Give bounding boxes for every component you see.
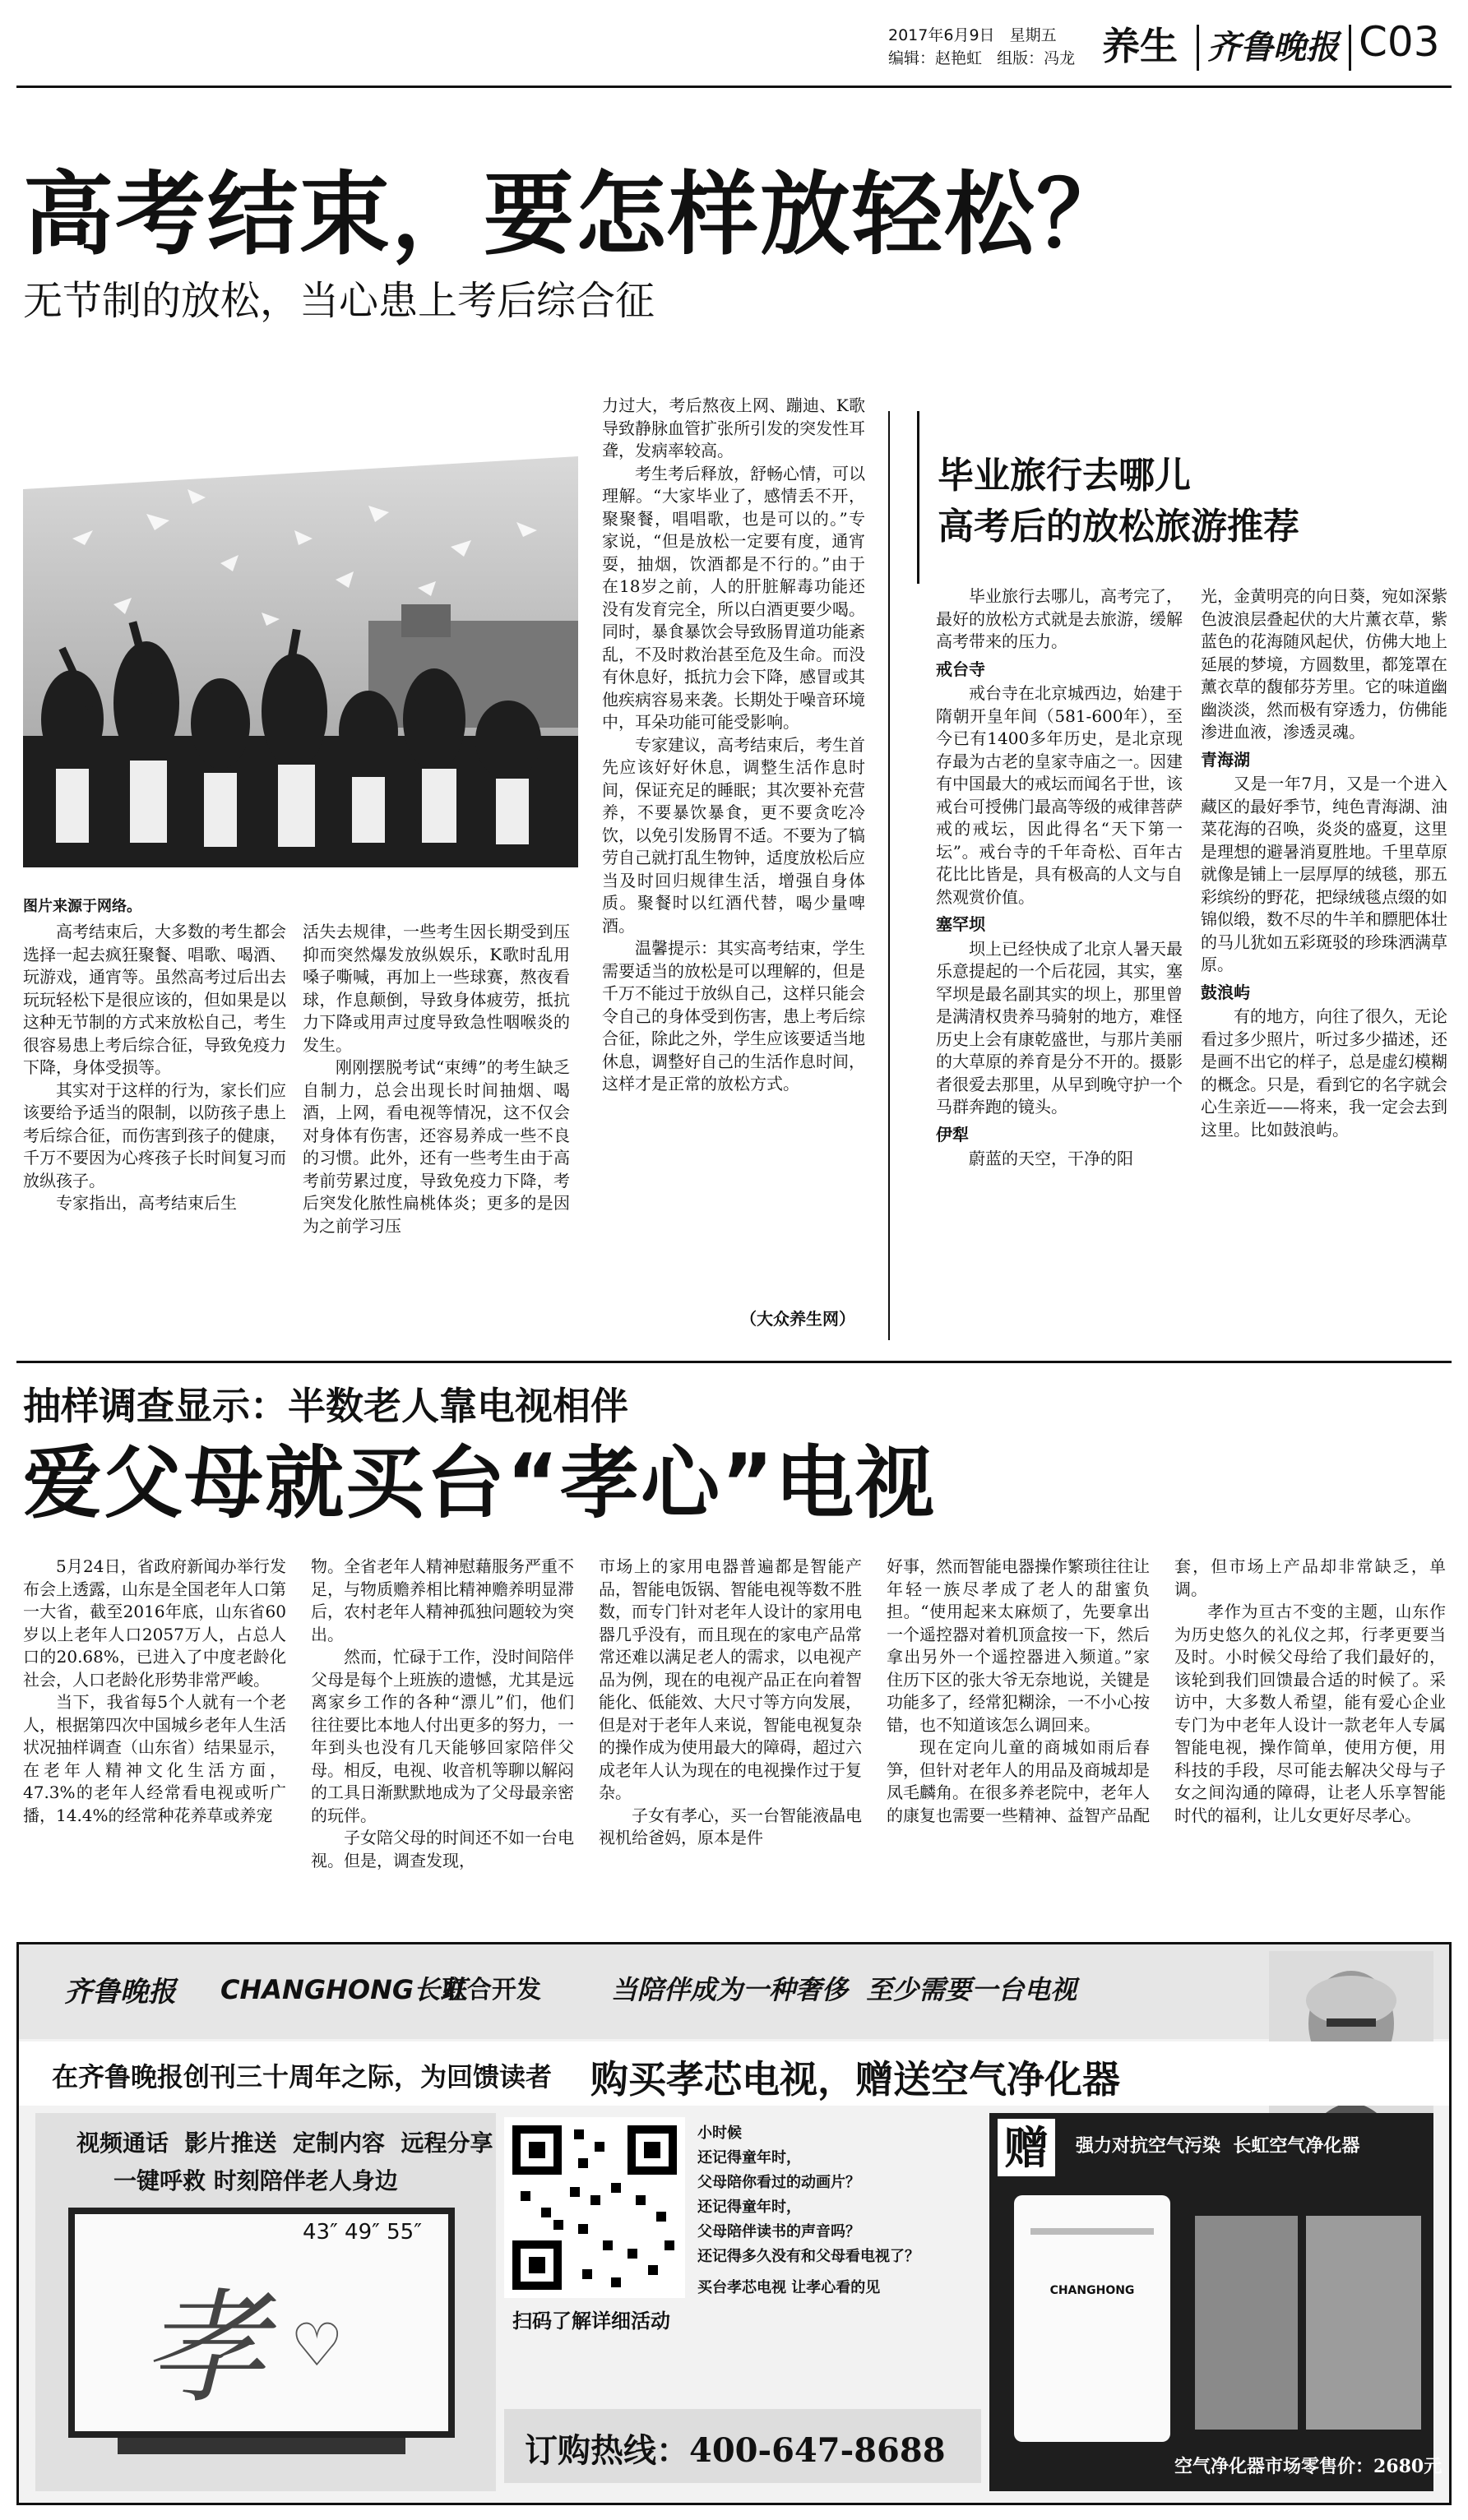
article3-paragraph: 然而，忙碌于工作，没时间陪伴父母是每个上班族的遗憾，尤其是远离家乡工作的各种“漂儿”们，他们往往要比本地人付出更多的努力，一年到头也没有几天能够回家陪伴父母。相反，电视、收音机等聊以解闷的工具日渐默默地成为了父母最亲密的玩伴。 <box>311 1647 574 1825</box>
article1-column-2 <box>303 921 570 1340</box>
ad-joint: 联合开发 <box>442 1976 541 2004</box>
tv-xiao-character: 孝 <box>142 2277 266 2421</box>
purifier-brand: CHANGHONG <box>1049 2284 1135 2297</box>
ad-poem-line: 还记得童年时， <box>697 2149 801 2166</box>
article1-paragraph: 力过大，考后熬夜上网、蹦迪、K歌导致静脉血管扩张所引发的突发性耳聋，发病率较高。 <box>602 395 865 460</box>
article1-title: 高考结束，要怎样放轻松？ <box>23 162 1128 267</box>
article3-paragraph: 子女陪父母的时间还不如一台电视。但是，调查发现， <box>311 1828 574 1870</box>
tv-stand <box>118 2438 405 2454</box>
gift-badge: 赠 <box>998 2119 1055 2176</box>
article3-paragraph: 5月24日，省政府新闻办举行发布会上透露，山东是全国老年人口第一大省，截至2016年底，山东省60岁以上老年人口2057万人，占总人口的20.68%，已进入了中度老龄化社会，人口老龄化形势非常严峻。 <box>23 1556 286 1690</box>
article1-paragraph: 活失去规律，一些考生因长期受到压抑而突然爆发放纵娱乐，K歌时乱用嗓子嘶喊，再加上一些球赛，熬夜看球，作息颠倒，导致身体疲劳，抵抗力下降或用声过度导致急性咽喉炎的发生。 <box>303 922 570 1055</box>
article3-column-3 <box>599 1556 862 1934</box>
article1-paragraph: 专家指出，高考结束后生 <box>56 1193 237 1213</box>
air-purifier <box>1014 2195 1170 2442</box>
article1-column-3 <box>602 395 865 1299</box>
purifier-price: 空气净化器市场零售价：2680元 <box>1174 2456 1443 2477</box>
article1-source: （大众养生网） <box>740 1309 855 1329</box>
ad-poem-line: 小时候 <box>697 2125 742 2142</box>
ad-banner-left: 在齐鲁晚报创刊三十周年之际，为回馈读者 <box>52 2061 553 2092</box>
ad-hotline[interactable]: 订购热线：400-647-8688 <box>525 2431 946 2470</box>
article2-place-heading: 鼓浪屿 <box>1201 982 1250 1002</box>
header-divider <box>1197 25 1199 71</box>
ad-features-2: 一键呼救 时刻陪伴老人身边 <box>113 2167 398 2194</box>
photo-caption: 图片来源于网络。 <box>23 898 141 915</box>
ad-banner-right: 购买孝芯电视，赠送空气净化器 <box>590 2057 1120 2102</box>
article1-paragraph: 考生考后释放，舒畅心情，可以理解。“大家毕业了，感情丢不开，聚聚餐，唱唱歌，也是可以的。”专家说，“但是放松一定要有度，通宵耍，抽烟，饮酒都是不行的。”由于在18岁之前，人的肝脏解毒功能还没有发育完全，所以白酒更要少喝。同时，暴食暴饮会导致肠胃道功能紊乱，不及时救治甚至危及生命。而没有休息好，抵抗力会下降，感冒或其他疾病容易来袭。长期处于噪音环境中，耳朵功能可能受影响。 <box>602 463 865 732</box>
ad-poem-line: 买台孝芯电视 让孝心看的见 <box>697 2279 881 2296</box>
article3-kicker: 抽样调查显示：半数老人靠电视相伴 <box>23 1384 628 1428</box>
ad-brand-changhong: CHANGHONG长虹 <box>220 1974 467 2005</box>
section-rule <box>16 1361 1452 1363</box>
article2-column-1 <box>936 585 1183 1325</box>
ad-poem-line: 父母陪伴读书的声音吗？ <box>697 2223 860 2240</box>
article3-paragraph: 孝作为亘古不变的主题，山东作为历史悠久的礼仪之邦，行孝更要当及时。小时候父母给了我们最好的，该轮到我们回馈最合适的时候了。采访中，大多数人希望，能有爱心企业专门为中老年人设计一款老年人专属智能电视，操作简单，使用方便，用科技的手段，尽可能去解决父母与子女之间沟通的障碍，让老人乐享智能时代的福利，让儿女更好尽孝心。 <box>1174 1602 1446 1825</box>
article2-paragraph: 有的地方，向往了很久，无论看过多少照片，听过多少描述，还是画不出它的样子，总是虚幻模糊的概念。只是，看到它的名字就会心生亲近——将来，我一定会去到这里。比如鼓浪屿。 <box>1201 1006 1447 1140</box>
header-editor: 编辑：赵艳虹 <box>888 49 983 67</box>
heart-icon: ♡ <box>290 2310 344 2379</box>
ad-poem-line: 还记得多久没有和父母看电视了？ <box>697 2248 919 2265</box>
article2-place-heading: 伊犁 <box>936 1124 969 1144</box>
article2-paragraph: 毕业旅行去哪儿，高考完了，最好的放松方式就是去旅游，缓解高考带来的压力。 <box>936 586 1183 651</box>
article2-paragraph: 戒台寺在北京城西边，始建于隋朝开皇年间（581-600年），至今已有1400多年历史，是北京现存最为古老的皇家寺庙之一。因建有中国最大的戒坛而闻名于世，该戒台可授佛门最高等级的戒律菩萨戒的戒坛，因此得名“天下第一坛”。戒台寺的千年奇松、百年古花比比皆是，具有极高的人文与自然观赏价值。 <box>936 683 1183 907</box>
qr-code-icon <box>504 2117 685 2298</box>
article3-paragraph: 好事，然而智能电器操作繁琐往往让年轻一族尽孝成了老人的甜蜜负担。“使用起来太麻烦了，先要拿出一个遥控器对着机顶盒按一下，然后拿出另外一个遥控器进入频道。”家住历下区的张大爷无奈地说，关键是功能多了，经常犯糊涂，一不小心按错，也不知道该怎么调回来。 <box>887 1556 1150 1735</box>
article3-column-4 <box>887 1556 1150 1934</box>
baby-photo <box>1195 2216 1298 2430</box>
qr-caption: 扫码了解详细活动 <box>512 2309 670 2333</box>
elder-photo <box>1306 2216 1421 2430</box>
header-date: 2017年6月9日 <box>888 26 995 44</box>
article2-paragraph: 又是一年7月，又是一个进入藏区的最好季节，纯色青海湖、油菜花海的召唤，炎炎的盛夏，这里是理想的避暑消夏胜地。千里草原就像是铺上一层厚厚的绒毯，那五彩缤纷的野花，把绿绒毯点缀的如锦似缎，数不尽的牛羊和膘肥体壮的马儿犹如五彩斑驳的珍珠洒满草原。 <box>1201 774 1447 974</box>
article3-column-5 <box>1174 1556 1446 1934</box>
header-designer: 组版：冯龙 <box>997 49 1076 67</box>
article3-paragraph: 物。全省老年人精神慰藉服务严重不足，与物质赡养相比精神赡养明显滞后，农村老年人精神孤独问题较为突出。 <box>311 1556 574 1644</box>
article1-column-1 <box>23 921 286 1340</box>
ad-features: 视频通话 影片推送 定制内容 远程分享 <box>76 2129 493 2157</box>
article2-paragraph: 蔚蓝的天空，干净的阳 <box>969 1149 1133 1168</box>
article3-column-2 <box>311 1556 574 1934</box>
article3-title: 爱父母就买台“孝心”电视 <box>23 1437 937 1529</box>
ad-brand-qilu: 齐鲁晚报 <box>64 1976 176 2009</box>
article2-place-heading: 塞罕坝 <box>936 914 985 934</box>
ad-poem-line: 父母陪你看过的动画片？ <box>697 2174 860 2191</box>
gift-title: 强力对抗空气污染 长虹空气净化器 <box>1076 2135 1360 2157</box>
article2-paragraph: 光，金黄明亮的向日葵，宛如深紫色波浪层叠起伏的大片薰衣草，紫蓝色的花海随风起伏，仿佛大地上延展的梦境，方圆数里，都笼罩在薰衣草的馥郁芬芳里。它的味道幽幽淡淡，然而极有穿透力，仿佛能渗进血液，渗透灵魂。 <box>1201 586 1447 742</box>
graduation-photo-illustration <box>23 440 578 867</box>
article2-title-bar <box>917 411 919 584</box>
qr-code[interactable] <box>504 2117 685 2298</box>
article3-paragraph: 市场上的家用电器普遍都是智能产品，智能电饭锅、智能电视等数不胜数，而专门针对老年人设计的家用电器几乎没有，而且现在的家电产品常常还难以满足老人的需求，以电视产品为例，现在的电视产品正在向着智能化、低能效、大尺寸等方向发展，但是对于老年人来说，智能电视复杂的操作成为使用最大的障碍，超过六成老年人认为现在的电视操作过于复杂。 <box>599 1556 862 1802</box>
ad-slogan: 当陪伴成为一种奢侈 至少需要一台电视 <box>611 1974 1077 2005</box>
article1-paragraph: 专家建议，高考结束后，考生首先应该好好休息，调整生活作息时间，保证充足的睡眠；其次要补充营养，不要暴饮暴食，更不要贪吃冷饮，以免引发肠胃不适。不要为了犒劳自己就打乱生物钟，适度放松后应当及时回归规律生活，增强自身体质。聚餐时以红酒代替，喝少量啤酒。 <box>602 734 865 936</box>
article1-paragraph: 温馨提示：其实高考结束，学生需要适当的放松是可以理解的，但是千万不能过于放纵自己，这样只能会令自己的身体受到伤害，患上考后综合征，除此之外，学生应该要适当地休息，调整好自己的生活作息时间，这样才是正常的放松方式。 <box>602 938 865 1094</box>
paper-logo: 齐鲁晚报 <box>1207 28 1339 67</box>
article2-title-line2: 高考后的放松旅游推荐 <box>938 506 1299 548</box>
purifier-vent <box>1030 2228 1154 2235</box>
article3-paragraph: 当下，我省每5个人就有一个老人，根据第四次中国城乡老年人生活状况抽样调查（山东省）结果显示，在老年人精神文化生活方面，47.3%的老年人经常看电视或听广播，14.4%的经常种花养草或养宠 <box>23 1692 286 1825</box>
header-editor-line <box>888 46 1075 68</box>
article3-paragraph: 子女有孝心，买一台智能液晶电视机给爸妈，原本是件 <box>599 1805 862 1847</box>
page-number: C03 <box>1359 18 1440 66</box>
article2-paragraph: 坝上已经快成了北京人暑天最乐意提起的一个后花园，其实，塞罕坝是最名副其实的坝上，那里曾是满清权贵养马骑射的地方，难怪历史上会有康乾盛世，与那片美丽的大草原的养育是分不开的。摄影者很爱去那里，从早到晚守护一个马群奔跑的镜头。 <box>936 938 1183 1117</box>
ad-poem <box>697 2121 981 2300</box>
article1-paragraph: 刚刚摆脱考试“束缚”的考生缺乏自制力，总会出现长时间抽烟、喝酒，上网，看电视等情况，这不仅会对身体有伤害，还容易养成一些不良的习惯。此外，还有一些考生由于高考前劳累过度，导致免疫力下降，考后突发化脓性扁桃体炎；更多的是因为之前学习压 <box>303 1057 570 1236</box>
article3-paragraph: 套，但市场上产品却非常缺乏，单调。 <box>1174 1556 1446 1599</box>
article2-column-2 <box>1201 585 1447 1325</box>
graduation-photo <box>23 440 578 867</box>
section-name: 养生 <box>1102 24 1178 68</box>
header-date-line <box>888 23 1057 45</box>
column-divider <box>888 411 890 1340</box>
advertisement <box>16 1942 1452 2505</box>
article1-subtitle: 无节制的放松，当心患上考后综合征 <box>23 278 655 324</box>
header-divider-2 <box>1349 25 1351 71</box>
article2-title-line1: 毕业旅行去哪儿 <box>938 455 1191 497</box>
tv-sizes: 43″ 49″ 55″ <box>303 2220 422 2245</box>
article1-paragraph: 其实对于这样的行为，家长们应该要给予适当的限制，以防孩子患上考后综合征，而伤害到孩子的健康，千万不要因为心疼孩子长时间复习而放纵孩子。 <box>23 1080 286 1191</box>
article1-paragraph: 高考结束后，大多数的考生都会选择一起去疯狂聚餐、唱歌、喝酒、玩游戏，通宵等。虽然高考过后出去玩玩轻松下是很应该的，但如果是以这种无节制的方式来放松自己，考生很容易患上考后综合征，导致免疫力下降，身体受损等。 <box>23 922 286 1077</box>
header-weekday: 星期五 <box>1009 26 1057 44</box>
article3-column-1 <box>23 1556 286 1934</box>
ad-poem-line: 还记得童年时， <box>697 2199 801 2216</box>
header-rule <box>16 86 1452 88</box>
article2-place-heading: 戒台寺 <box>936 659 985 679</box>
article2-place-heading: 青海湖 <box>1201 749 1250 770</box>
article3-paragraph: 现在定向儿童的商城如雨后春笋，但针对老年人的用品及商城却是凤毛麟角。在很多养老院中，老年人的康复也需要一些精神、益智产品配 <box>887 1737 1150 1825</box>
